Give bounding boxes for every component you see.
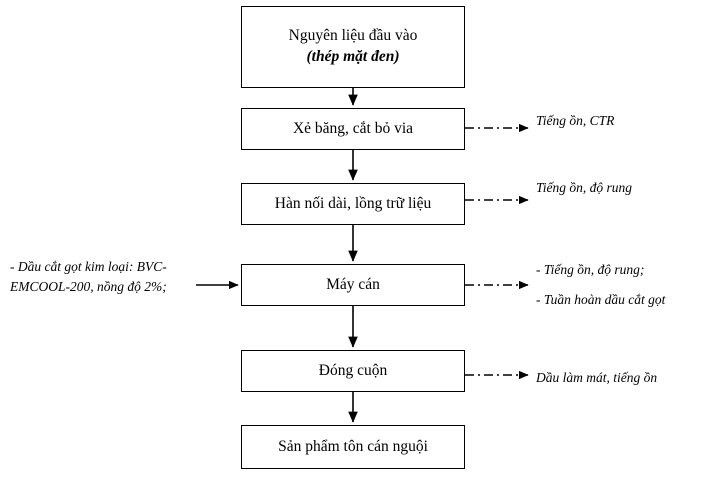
process-box-input (241, 6, 465, 88)
process-box-rolling-machine (241, 264, 465, 306)
output-note-noise-vibration: Tiếng ồn, độ rung (536, 180, 633, 195)
process-box-final-product-line1: Sản phẩm tôn cán nguội (278, 437, 428, 455)
process-box-rolling-machine-line1: Máy cán (326, 275, 380, 293)
process-box-slitting-line1: Xẻ băng, cắt bỏ via (292, 119, 414, 137)
process-box-coiling-line1: Đóng cuộn (318, 361, 388, 379)
process-box-coiling (241, 350, 465, 392)
process-box-welding-line1: Hàn nối dài, lồng trữ liệu (274, 194, 432, 212)
process-box-input-line1: Nguyên liệu đầu vào (288, 27, 418, 45)
output-note-coolant-noise: Dầu làm mát, tiếng ồn (536, 370, 658, 385)
output-note-oil-circulation: - Tuần hoàn dầu cắt gọt (536, 292, 666, 307)
process-box-final-product (241, 425, 465, 469)
process-box-slitting (241, 108, 465, 150)
process-box-input-line2: (thép mặt đen) (306, 48, 400, 65)
process-box-welding (241, 183, 465, 225)
output-note-rolling-noise-vibration: - Tiếng ồn, độ rung; (536, 262, 645, 277)
output-note-noise-ctr: Tiếng ồn, CTR (536, 113, 615, 128)
input-note-cutting-oil: - Dầu cắt gọt kim loại: BVC-EMCOOL-200, nồng độ 2%; (10, 259, 167, 295)
